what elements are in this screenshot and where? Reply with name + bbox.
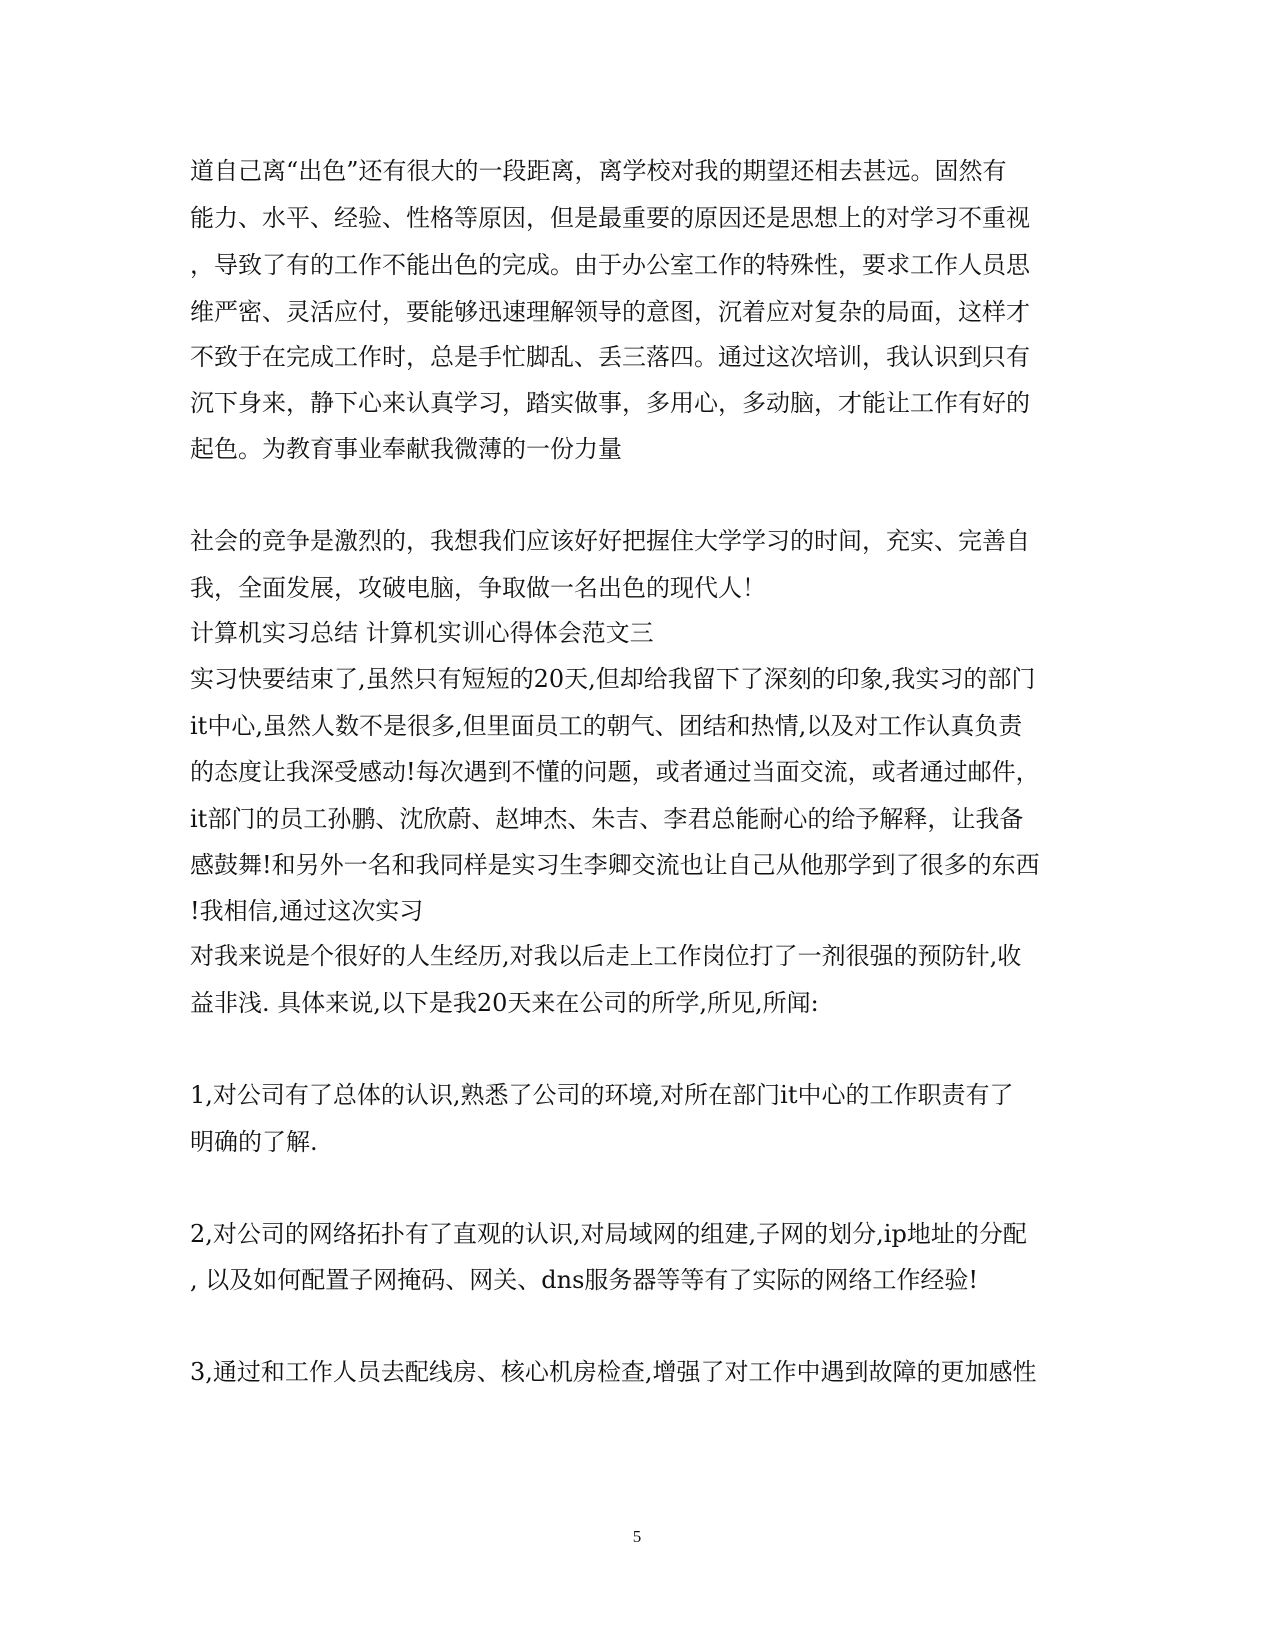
paragraph-2-line-1: 社会的竞争是激烈的，我想我们应该好好把握住大学学习的时间，充实、完善自 (190, 527, 1030, 555)
paragraph-3-line-3: 的态度让我深受感动!每次遇到不懂的问题，或者通过当面交流，或者通过邮件， (190, 758, 1040, 786)
paragraph-1-line-3: ，导致了有的工作不能出色的完成。由于办公室工作的特殊性，要求工作人员思 (190, 251, 1030, 279)
list-item-1-line-1: 1,对公司有了总体的认识,熟悉了公司的环境,对所在部门it中心的工作职责有了 (190, 1081, 1014, 1109)
list-item-1-line-2: 明确的了解. (190, 1128, 318, 1156)
paragraph-2-line-2: 我，全面发展，攻破电脑，争取做一名出色的现代人！ (190, 574, 766, 602)
paragraph-1-line-2: 能力、水平、经验、性格等原因，但是最重要的原因还是思想上的对学习不重视 (190, 204, 1030, 232)
list-item-2-line-1: 2,对公司的网络拓扑有了直观的认识,对局域网的组建,子网的划分,ip地址的分配 (190, 1220, 1027, 1248)
paragraph-4-line-1: 对我来说是个很好的人生经历,对我以后走上工作岗位打了一剂很强的预防针,收 (190, 942, 1022, 970)
paragraph-3-line-2: it中心,虽然人数不是很多,但里面员工的朝气、团结和热情,以及对工作认真负责 (190, 712, 1023, 740)
paragraph-1-line-6: 沉下身来，静下心来认真学习，踏实做事，多用心，多动脑，才能让工作有好的 (190, 389, 1030, 417)
paragraph-3-line-6: !我相信,通过这次实习 (190, 897, 424, 925)
list-item-2-line-2: , 以及如何配置子网掩码、网关、dns服务器等等有了实际的网络工作经验! (190, 1266, 979, 1294)
page-number: 5 (632, 1527, 642, 1546)
paragraph-4-line-2: 益非浅. 具体来说,以下是我20天来在公司的所学,所见,所闻: (190, 989, 819, 1017)
paragraph-1-line-7: 起色。为教育事业奉献我微薄的一份力量 (190, 435, 622, 463)
section-heading: 计算机实习总结 计算机实训心得体会范文三 (190, 619, 654, 647)
paragraph-1-line-4: 维严密、灵活应付，要能够迅速理解领导的意图，沉着应对复杂的局面，这样才 (190, 298, 1030, 326)
paragraph-3-line-4: it部门的员工孙鹏、沈欣蔚、赵坤杰、朱吉、李君总能耐心的给予解释，让我备 (190, 805, 1024, 833)
list-item-3-line-1: 3,通过和工作人员去配线房、核心机房检查,增强了对工作中遇到故障的更加感性 (190, 1358, 1037, 1386)
paragraph-1-line-5: 不致于在完成工作时，总是手忙脚乱、丢三落四。通过这次培训，我认识到只有 (190, 343, 1030, 371)
paragraph-3-line-1: 实习快要结束了,虽然只有短短的20天,但却给我留下了深刻的印象,我实习的部门 (190, 665, 1036, 693)
paragraph-1-line-1: 道自己离“出色”还有很大的一段距离，离学校对我的期望还相去甚远。固然有 (190, 157, 1007, 185)
paragraph-3-line-5: 感鼓舞!和另外一名和我同样是实习生李卿交流也让自己从他那学到了很多的东西 (190, 851, 1040, 879)
